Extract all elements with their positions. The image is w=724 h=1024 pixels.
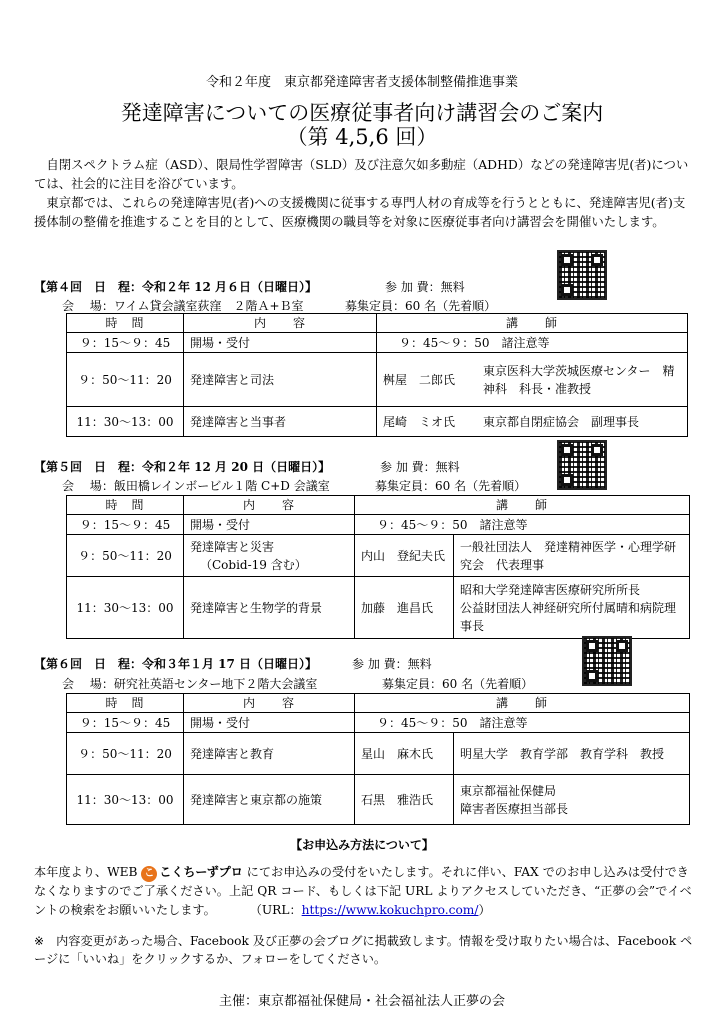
session-5-fee: 参 加 費：無料 bbox=[380, 460, 460, 474]
qr-code-icon bbox=[582, 636, 632, 686]
header-time: 時 間 bbox=[67, 694, 184, 713]
qr-code-icon bbox=[557, 440, 607, 490]
row-content: 開場・受付 bbox=[184, 713, 355, 733]
row-content: 発達障害と東京都の施策 bbox=[184, 775, 355, 825]
qr-code-icon bbox=[557, 250, 607, 300]
session-6-heading: 【第６回 日 程：令和３年１月 17 日（日曜日）】 bbox=[34, 657, 318, 671]
row-lecturer: ９：45〜９：50 諸注意等 bbox=[377, 333, 688, 353]
row-time: ９：50〜11：20 bbox=[67, 535, 184, 577]
host-footer: 主催：東京都福祉保健局・社会福祉法人正夢の会 bbox=[218, 994, 505, 1009]
row-lecturer: 石黒 雅浩氏 bbox=[355, 775, 454, 825]
kokuchpro-logo-icon: こ bbox=[141, 866, 157, 882]
row-time: 11：30〜13：00 bbox=[67, 577, 184, 639]
session-4-fee: 参 加 費：無料 bbox=[385, 280, 465, 294]
row-time: 11：30〜13：00 bbox=[67, 775, 184, 825]
row-affiliation bbox=[454, 775, 690, 825]
row-affiliation: 東京都自閉症協会 副理事長 bbox=[477, 407, 688, 437]
row-content-line1: 発達障害と災害 bbox=[190, 539, 275, 554]
kokuchpro-logo bbox=[141, 863, 242, 882]
row-content: 発達障害と司法 bbox=[184, 353, 377, 407]
table-row bbox=[67, 775, 690, 825]
qr-caption bbox=[545, 440, 555, 490]
apply-text-2: にてお申込みの受付をいたします。それに伴い、FAX でのお申し込みは受付できなくなりますのでご了承ください。上記 QR コード、もしくは下記 URL よりアクセスしていただき、“正夢の会”でイベントの検索をお願いいたします。 bbox=[34, 865, 692, 917]
table-row bbox=[67, 333, 688, 353]
row-content: 開場・受付 bbox=[184, 333, 377, 353]
session-4-heading: 【第４回 日 程：令和２年 12 月６日（日曜日）】 bbox=[34, 280, 318, 294]
header-content: 内 容 bbox=[184, 694, 355, 713]
apply-heading: 【お申込み方法について】 bbox=[290, 838, 434, 852]
row-lecturer: ９：45〜９：50 諸注意等 bbox=[355, 515, 690, 535]
session-4-table bbox=[66, 313, 688, 437]
row-time: 11：30〜13：00 bbox=[67, 407, 184, 437]
session-6-fee: 参 加 費：無料 bbox=[352, 657, 432, 671]
header-lecturer: 講 師 bbox=[377, 314, 688, 333]
apply-text bbox=[34, 863, 696, 920]
row-affiliation-line1: 昭和大学発達障害医療研究所所長 bbox=[460, 582, 641, 597]
row-lecturer: ９：45〜９：50 諸注意等 bbox=[355, 713, 690, 733]
url-suffix: ） bbox=[478, 903, 491, 917]
table-row bbox=[67, 353, 688, 407]
header-content: 内 容 bbox=[184, 314, 377, 333]
qr-caption bbox=[570, 636, 580, 686]
row-content: 発達障害と生物学的背景 bbox=[184, 577, 355, 639]
note-mark: ※ bbox=[34, 934, 45, 948]
kokuchpro-link[interactable]: https://www.kokuchpro.com/ bbox=[301, 903, 479, 917]
table-row bbox=[67, 713, 690, 733]
row-affiliation-line2: 公益財団法人神経研究所付属晴和病院理事長 bbox=[460, 600, 677, 633]
table-row bbox=[67, 733, 690, 775]
row-affiliation bbox=[454, 577, 690, 639]
row-content-line2: （Cobid-19 含む） bbox=[200, 557, 307, 572]
session-5-venue: 会 場：飯田橋レインボービル１階 C+D 会議室 bbox=[62, 479, 330, 493]
note-text: 内容変更があった場合、Facebook 及び正夢の会ブログに掲載致します。情報を受け取りたい場合は、Facebook ページに「いいね」をクリックするか、フォローをしてください。 bbox=[34, 934, 693, 966]
row-content: 開場・受付 bbox=[184, 515, 355, 535]
row-time: ９：15〜９：45 bbox=[67, 713, 184, 733]
apply-text-1: 本年度より、WEB bbox=[34, 865, 138, 879]
table-row bbox=[67, 535, 690, 577]
row-lecturer: 加藤 進昌氏 bbox=[355, 577, 454, 639]
header-time: 時 間 bbox=[67, 314, 184, 333]
session-5-capacity: 募集定員：60 名（先着順） bbox=[375, 479, 527, 493]
row-affiliation-line1: 東京都福祉保健局 bbox=[460, 783, 557, 798]
intro-paragraph-1: 自閉スペクトラム症（ASD）、限局性学習障害（SLD）及び注意欠如多動症（ADHD）などの発達障害児(者)については、社会的に注目を浴びています。 bbox=[34, 157, 689, 191]
row-lecturer: 星山 麻木氏 bbox=[355, 733, 454, 775]
intro-paragraph-2: 東京都では、これらの発達障害児(者)への支援機関に従事する専門人材の育成等を行うとともに、発達障害児(者)支援体制の整備を推進することを目的として、医療機関の職員等を対象に医療従事者向け講習会を開催いたします。 bbox=[34, 195, 686, 229]
row-lecturer: 内山 登紀夫氏 bbox=[355, 535, 454, 577]
table-row bbox=[67, 577, 690, 639]
page-title: 発達障害についての医療従事者向け講習会のご案内 bbox=[120, 101, 604, 125]
session-5-table bbox=[66, 495, 690, 639]
session-6-table bbox=[66, 693, 690, 825]
page-title-sessions: （第 4,5,6 回） bbox=[286, 125, 438, 149]
session-5-heading: 【第５回 日 程：令和２年 12 月 20 日（日曜日）】 bbox=[34, 460, 331, 474]
session-6-capacity: 募集定員：60 名（先着順） bbox=[382, 677, 534, 691]
logo-text: こくちーずプロ bbox=[159, 865, 243, 879]
note bbox=[34, 932, 696, 968]
row-affiliation: 東京医科大学茨城医療センター 精神科 科長・准教授 bbox=[477, 353, 688, 407]
row-time: ９：50〜11：20 bbox=[67, 733, 184, 775]
intro-text bbox=[34, 155, 694, 231]
row-content bbox=[184, 535, 355, 577]
session-4-capacity: 募集定員：60 名（先着順） bbox=[345, 299, 497, 313]
header-content: 内 容 bbox=[184, 496, 355, 515]
qr-caption bbox=[545, 250, 555, 300]
row-content: 発達障害と教育 bbox=[184, 733, 355, 775]
row-affiliation: 明星大学 教育学部 教育学科 教授 bbox=[454, 733, 690, 775]
header-lecturer: 講 師 bbox=[355, 496, 690, 515]
row-affiliation: 一般社団法人 発達精神医学・心理学研究会 代表理事 bbox=[454, 535, 690, 577]
row-time: ９：50〜11：20 bbox=[67, 353, 184, 407]
row-time: ９：15〜９：45 bbox=[67, 333, 184, 353]
row-time: ９：15〜９：45 bbox=[67, 515, 184, 535]
row-lecturer: 尾崎 ミオ氏 bbox=[377, 407, 478, 437]
table-row bbox=[67, 515, 690, 535]
row-affiliation-line2: 障害者医療担当部長 bbox=[460, 801, 569, 816]
subtitle: 令和２年度 東京都発達障害者支援体制整備推進事業 bbox=[205, 75, 518, 90]
row-content: 発達障害と当事者 bbox=[184, 407, 377, 437]
session-6-venue: 会 場：研究社英語センター地下２階大会議室 bbox=[62, 677, 318, 691]
row-lecturer: 桝屋 二郎氏 bbox=[377, 353, 478, 407]
header-lecturer: 講 師 bbox=[355, 694, 690, 713]
session-4-venue: 会 場：ワイム貸会議室荻窪 ２階Ａ+Ｂ室 bbox=[62, 299, 304, 313]
header-time: 時 間 bbox=[67, 496, 184, 515]
url-prefix: （URL： bbox=[249, 903, 302, 917]
table-row bbox=[67, 407, 688, 437]
